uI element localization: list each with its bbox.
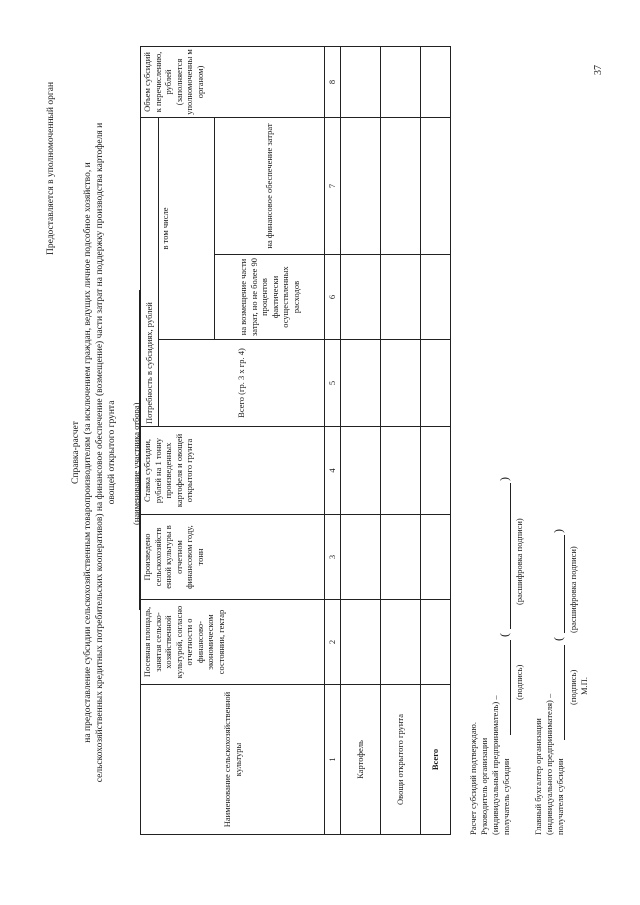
accountant-sign-caption: (подпись) [568,669,578,705]
table-cell[interactable] [341,427,381,515]
table-cell[interactable] [381,600,421,685]
table-cell[interactable] [421,255,451,340]
table-cell[interactable] [421,117,451,254]
col-number: 1 [325,685,341,835]
table-cell[interactable] [341,46,381,117]
table-row [341,46,381,834]
header-including: в том числе [159,117,215,339]
table-cell[interactable] [381,255,421,340]
header-rate: Ставка субсидии, рублей на 1 тонну произведенных картофеля и овощей открытого грунта [141,427,325,515]
head-decode-line[interactable] [510,483,511,629]
table-cell[interactable] [381,427,421,515]
page-number: 37 [593,65,604,75]
accountant-label-1: Главный бухгалтер организации [533,718,543,835]
open-paren: ( [551,637,565,641]
doc-subtitle-line1: на предоставление субсидии сельскохозяйственным товаропроизводителям (за исключением граждан, ведущих личное подсобное хозяйство, и [83,162,93,743]
head-label-3: получатель субсидии [501,758,511,835]
doc-subtitle-line2: сельскохозяйственных кредитных потребительских кооперативов) на финансовое обеспечение (возмещение) части затрат на поддержку производства картофеля и [95,122,105,783]
doc-title: Справка-расчет [71,421,81,484]
doc-subtitle-line3: овощей открытого грунта [107,400,117,505]
header-crop-name: Наименование сельскохозяйственной культуры [141,685,325,835]
table-cell[interactable] [421,515,451,600]
head-signature-line[interactable] [510,640,511,735]
table-cell[interactable] [341,255,381,340]
col-number: 2 [325,600,341,685]
header-financing: на финансовое обеспечение затрат [215,117,325,254]
close-paren: ) [497,477,511,481]
confirm-text: Расчет субсидий подтверждаю. [468,721,478,835]
table-row [421,46,451,834]
header-note: Предоставляется в уполномоченный орган [46,81,56,255]
close-paren: ) [551,529,565,533]
header-need-group: Потребность в субсидиях, рублей [141,117,159,426]
stamp-label: М.П. [579,677,589,695]
open-paren: ( [497,633,511,637]
table-cell[interactable] [421,600,451,685]
col-number: 3 [325,515,341,600]
table-cell[interactable] [421,340,451,427]
head-decode-caption: (расшифровка подписи) [514,518,524,605]
table-cell[interactable] [341,515,381,600]
head-label-1: Руководитель организации [479,737,489,835]
row-label-potato: Картофель [341,685,381,835]
accountant-signature-line[interactable] [564,645,565,740]
table-cell[interactable] [341,117,381,254]
col-number: 5 [325,340,341,427]
accountant-decode-caption: (расшифровка подписи) [568,546,578,633]
col-number: 8 [325,46,341,117]
header-total: Всего (гр. 3 x гр. 4) [159,340,325,427]
table-cell[interactable] [381,46,421,117]
col-number: 6 [325,255,341,340]
table-row [381,46,421,834]
col-number: 4 [325,427,341,515]
header-volume: Объем субсидий к перечислению, рублей (заполняется уполномоченны м органом) [141,46,325,117]
head-sign-caption: (подпись) [514,664,524,700]
table-cell[interactable] [421,46,451,117]
accountant-label-2: (индивидуального предпринимателя) – [544,693,554,835]
header-sown-area: Посевная площадь, занятая сельско-хозяйственной культурой, согласно отчетности о финансово-экономическом состоянии, гектар [141,600,325,685]
table-cell[interactable] [341,340,381,427]
subsidy-table [140,46,451,835]
header-reimbursement: на возмещение части затрат, но не более 90 процентов фактически осуществленных расходов [215,255,325,340]
head-label-2: (индивидуальный предприниматель) – [490,695,500,835]
row-label-vegetables: Овощи открытого грунта [381,685,421,835]
table-cell[interactable] [381,117,421,254]
table-cell[interactable] [341,600,381,685]
table-cell[interactable] [421,427,451,515]
col-number: 7 [325,117,341,254]
header-produced: Произведено сельскохозяйств енной культуры в отчетном финансовом году, тонн [141,515,325,600]
table-cell[interactable] [381,340,421,427]
accountant-label-3: получателя субсидии [555,758,565,835]
row-label-total: Всего [421,685,451,835]
accountant-decode-line[interactable] [564,535,565,633]
table-cell[interactable] [381,515,421,600]
participant-caption: (наименование участника отбора) [131,402,141,525]
